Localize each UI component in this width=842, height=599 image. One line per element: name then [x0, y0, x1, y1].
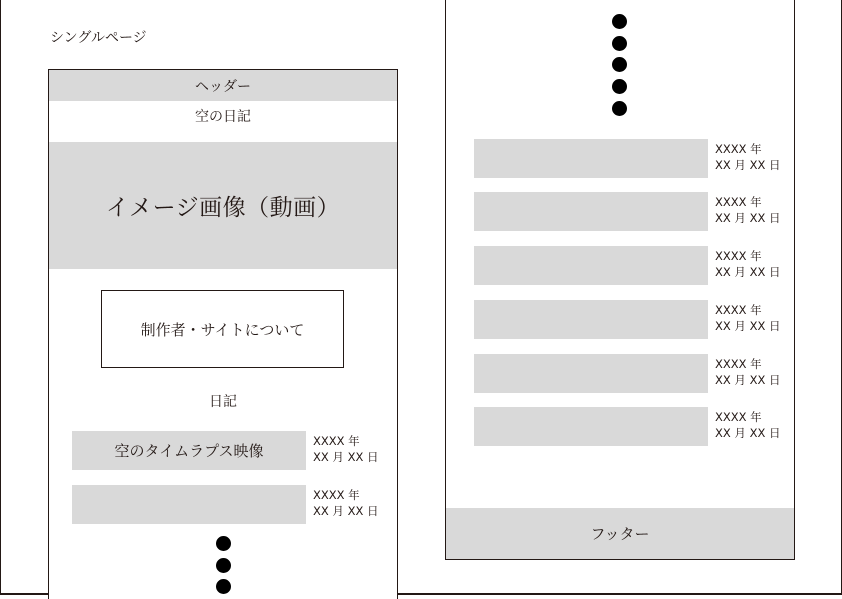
entry-month-day: XX 月 XX 日: [715, 373, 781, 387]
entry-year: XXXX 年: [715, 357, 762, 371]
about-link-box[interactable]: 制作者・サイトについて: [101, 290, 344, 368]
more-dot: [612, 57, 627, 72]
wireframe-top: [48, 69, 398, 599]
entry-year: XXXX 年: [313, 434, 360, 448]
entry-date: [715, 356, 780, 388]
entry-thumbnail: [72, 485, 306, 524]
more-dot: [612, 36, 627, 51]
page-title: シングルページ: [50, 30, 147, 46]
header-block: ヘッダー: [49, 70, 397, 101]
entry-month-day: XX 月 XX 日: [313, 504, 379, 518]
entry-date: [715, 248, 780, 280]
entry-date: [313, 487, 378, 519]
entry-date: [715, 409, 780, 441]
entry-month-day: XX 月 XX 日: [715, 319, 781, 333]
entry-year: XXXX 年: [715, 142, 762, 156]
diary-heading: 日記: [209, 394, 237, 410]
entry-month-day: XX 月 XX 日: [715, 158, 781, 172]
entry-thumbnail: 空のタイムラプス映像: [72, 431, 306, 470]
entry-date: [313, 433, 378, 465]
entry-thumbnail: [474, 246, 708, 285]
entry-month-day: XX 月 XX 日: [313, 450, 379, 464]
more-dot: [612, 101, 627, 116]
entry-date: [715, 302, 780, 334]
site-title: 空の日記: [195, 109, 251, 125]
wireframe-continued: [445, 0, 795, 560]
entry-year: XXXX 年: [715, 249, 762, 263]
entry-month-day: XX 月 XX 日: [715, 426, 781, 440]
more-dot: [612, 14, 627, 29]
entry-thumbnail: [474, 407, 708, 446]
more-dot: [216, 536, 231, 551]
hero-image-placeholder: イメージ画像（動画）: [49, 142, 397, 269]
entry-year: XXXX 年: [715, 195, 762, 209]
entry-month-day: XX 月 XX 日: [715, 211, 781, 225]
entry-year: XXXX 年: [313, 488, 360, 502]
more-dot: [216, 558, 231, 573]
entry-thumbnail: [474, 300, 708, 339]
entry-month-day: XX 月 XX 日: [715, 265, 781, 279]
entry-thumbnail: [474, 192, 708, 231]
entry-year: XXXX 年: [715, 303, 762, 317]
entry-year: XXXX 年: [715, 410, 762, 424]
entry-thumbnail: [474, 139, 708, 178]
entry-thumbnail: [474, 354, 708, 393]
more-dot: [216, 579, 231, 594]
entry-date: [715, 141, 780, 173]
footer-block: フッター: [446, 508, 794, 559]
entry-date: [715, 194, 780, 226]
more-dot: [612, 79, 627, 94]
